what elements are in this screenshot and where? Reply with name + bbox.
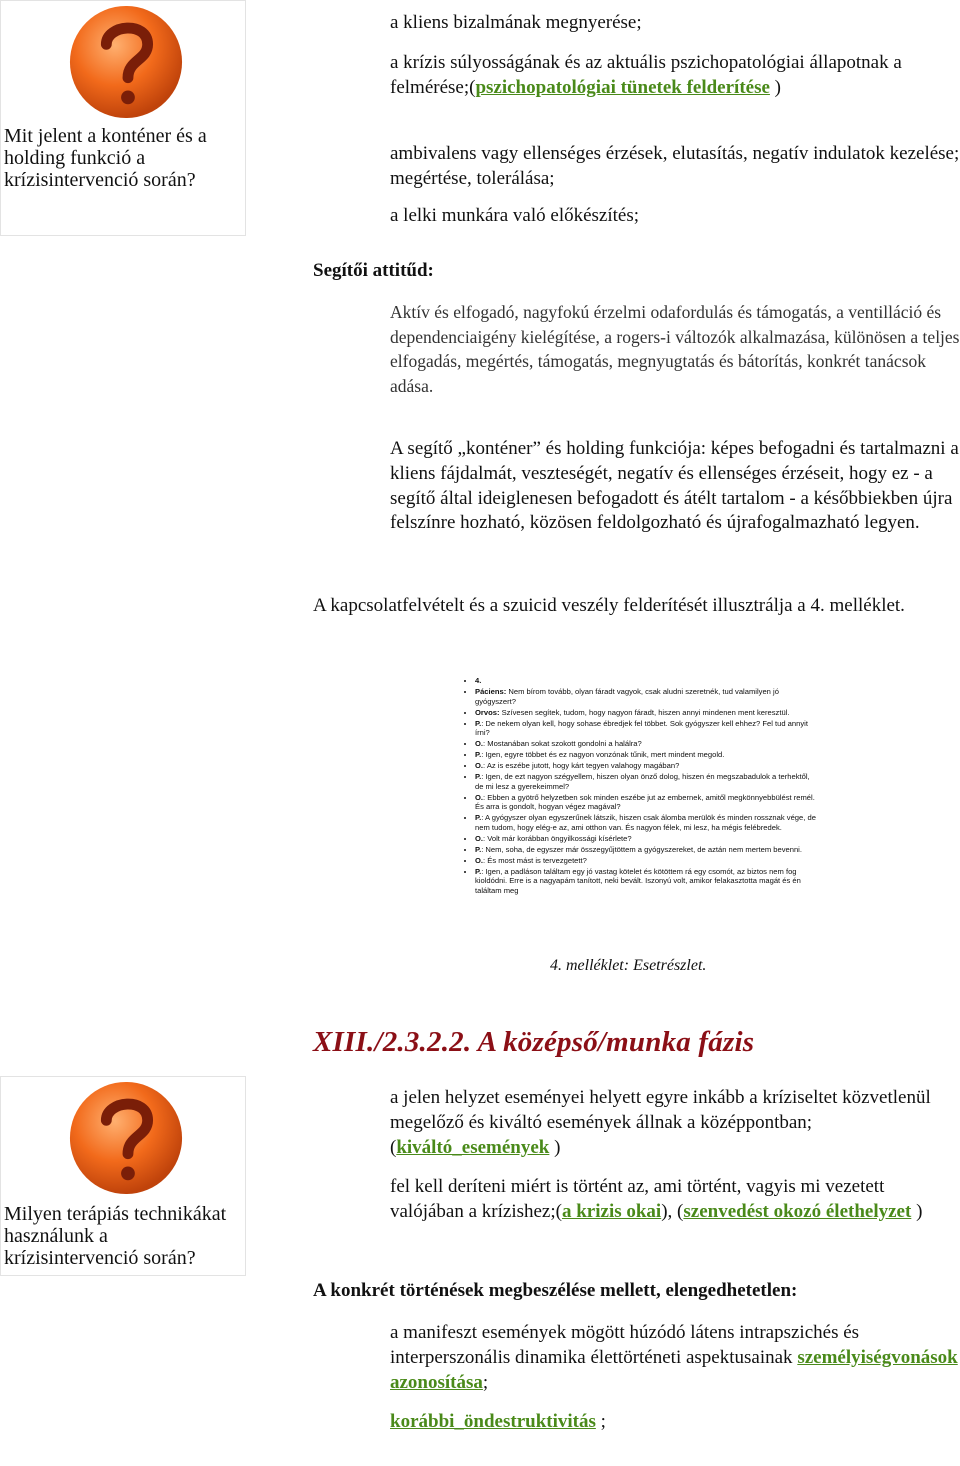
question-text: Milyen terápiás technikákat használunk a krízisintervenció során? bbox=[4, 1203, 227, 1269]
question-text: Mit jelent a konténer és a holding funkció a krízisintervenció során? bbox=[4, 125, 207, 191]
dialog-speaker: P. bbox=[475, 750, 482, 760]
section-p4-end: ; bbox=[595, 1411, 606, 1432]
dialog-text: : A gyógyszer olyan egyszerűnek látszik, hiszen csak álomba merülök és minden rossznak vége, de nem tudom, hogy elég-e az, ami otthon van. És nagyon félek, mi lesz, ha mégis felébredek. bbox=[475, 813, 816, 832]
attitud-p1: Aktív és elfogadó, nagyfokú érzelmi odafordulás és támogatás, a ventilláció és dependenciaigény kielégítése, a rogers-i változók alkalmazása, különösen a teljes elfogadás, megértés, támogatás, megnyugtatás és bátorítás, konkrét tanácsok adása. bbox=[390, 302, 960, 396]
dialog-speaker: Orvos: bbox=[475, 707, 500, 717]
krizis-felmeres-end: ) bbox=[769, 77, 781, 98]
section-p3-end: ; bbox=[482, 1372, 489, 1393]
dialog-speaker: P. bbox=[475, 718, 482, 728]
dialog-title: • 4. bbox=[475, 676, 820, 686]
section-p3-text: a manifeszt események mögött húzódó látens intrapszichés és interperszonális dinamika élettörténeti aspektusainak bbox=[390, 1322, 860, 1368]
dialog-speaker: O. bbox=[475, 739, 484, 749]
section-p2-mid: ), ( bbox=[661, 1201, 684, 1222]
dialog-text: : Igen, de ezt nagyon szégyellem, hiszen olyan önző dolog, hiszen én megszabadulok a terhektől, de mi lesz a gyerekeimmel? bbox=[475, 772, 810, 791]
segitoi-attitud-heading: Segítői attitűd: bbox=[313, 260, 434, 281]
section-p1-end: ) bbox=[549, 1137, 561, 1158]
dialog-line bbox=[475, 856, 820, 866]
dialog-line bbox=[475, 834, 820, 844]
dialog-text: : Mostanában sokat szokott gondolni a halálra? bbox=[483, 739, 642, 749]
dialog-line bbox=[475, 867, 820, 896]
kivalto-esemenyek-link[interactable]: kiváltó_események bbox=[396, 1137, 550, 1158]
szemelyisegvonasok-link[interactable]: személyiségvonások azonosítása bbox=[390, 1347, 958, 1393]
question-box-1 bbox=[0, 0, 246, 236]
dialog-text: Nem bírom tovább, olyan fáradt vagyok, csak aludni szeretnék, tud valamilyen jó gyógyszert? bbox=[475, 686, 779, 706]
krizis-okai-link[interactable]: a krizis okai bbox=[561, 1201, 662, 1222]
section-p2-text: fel kell deríteni miért is történt az, ami történt, vagyis mi vezetett valójában a krízishez;( bbox=[390, 1176, 885, 1222]
konkret-tortenesek-heading: A konkrét történések megbeszélése mellett, elengedhetetlen: bbox=[313, 1280, 798, 1301]
dialog-text: : Igen, a padláson találtam egy jó vastag kötelet és kötöttem rá egy csomót, az biztos nem fog kioldódni. Erre is a nagyapám tanított, neki bevált. Iszonyú volt, amikor felakasztotta magát és én találtam meg bbox=[475, 866, 801, 895]
krizis-felmeres-text: a krízis súlyosságának és az aktuális pszichopatológiai állapotnak a felmérése;( bbox=[390, 52, 902, 98]
attitud-p2: A segítő „konténer” és holding funkciója: képes befogadni és tartalmazni a kliens fájdalmát, veszteségét, negatív és ellenséges érzéseit, hogy ez - a segítő által ideiglenesen befogadott és átélt tartalom - a későbbiekben újra felszínre hozható, közösen feldolgozható és újrafogalmazható legyen. bbox=[390, 438, 959, 534]
ambivalens-erzesek: ambivalens vagy ellenséges érzések, elutasítás, negatív indulatok kezelése; megértése, tolerálása; bbox=[390, 143, 960, 189]
dialog-list bbox=[458, 676, 820, 896]
dialog-line bbox=[475, 793, 820, 812]
dialog-line bbox=[475, 750, 820, 760]
question-mark-icon bbox=[67, 1079, 185, 1197]
dialog-line bbox=[475, 708, 820, 718]
section-p2 bbox=[390, 1174, 960, 1224]
question-mark-icon bbox=[67, 3, 185, 121]
dialog-speaker: P. bbox=[475, 772, 482, 782]
attitud-p3: A kapcsolatfelvételt és a szuicid veszély felderítését illusztrálja a 4. melléklet. bbox=[313, 595, 905, 616]
dialog-text: : Az is eszébe jutott, hogy kárt tegyen valahogy magában? bbox=[483, 761, 680, 771]
esetreszlet-dialog bbox=[458, 676, 820, 897]
dialog-line bbox=[475, 845, 820, 855]
section-p3 bbox=[390, 1320, 960, 1395]
dialog-speaker: O. bbox=[475, 792, 484, 802]
section-p4 bbox=[390, 1409, 960, 1434]
section-p1-text: a jelen helyzet eseményei helyett egyre inkább a kríziseltet közvetlenül megelőző és kiváltó események állnak a középpontban; ( bbox=[390, 1087, 931, 1158]
dialog-text: : Volt már korábban öngyilkossági kísérlete? bbox=[483, 833, 632, 843]
dialog-text: : Ebben a gyötrő helyzetben sok minden eszébe jut az embernek, amitől megkönnyebbülést remél. És arra is gondolt, hogyan végez magával? bbox=[475, 792, 815, 812]
dialog-speaker: O. bbox=[475, 855, 484, 865]
dialog-line bbox=[475, 772, 820, 791]
dialog-line bbox=[475, 739, 820, 749]
dialog-speaker: P. bbox=[475, 813, 482, 823]
dialog-text: : És most mást is tervezgetett? bbox=[483, 855, 587, 865]
dialog-text: : De nekem olyan kell, hogy sohase ébredjek fel többet. Sok gyógyszer kell ehhez? Fel tud annyit írni? bbox=[475, 718, 808, 738]
dialog-line bbox=[475, 813, 820, 832]
szenvedest-okozo-link[interactable]: szenvedést okozó élethelyzet bbox=[683, 1201, 912, 1222]
melleklet-caption: 4. melléklet: Esetrészlet. bbox=[550, 957, 707, 974]
section-p2-end: ) bbox=[911, 1201, 923, 1222]
dialog-line bbox=[475, 761, 820, 771]
dialog-speaker: Páciens: bbox=[475, 686, 507, 696]
lelki-munka: a lelki munkára való előkészítés; bbox=[390, 205, 640, 226]
question-box-2 bbox=[0, 1076, 246, 1276]
section-title: XIII./2.3.2.2. A középső/munka fázis bbox=[313, 1026, 755, 1058]
dialog-text: : Igen, egyre többet és ez nagyon vonzónak tűnik, mert mindent megold. bbox=[481, 750, 725, 760]
krizis-felmeres bbox=[390, 50, 960, 100]
dialog-text: Szívesen segítek, tudom, hogy nagyon fáradt, hiszen annyi mindenen ment keresztül. bbox=[499, 707, 790, 717]
kliens-bizalom: a kliens bizalmának megnyerése; bbox=[390, 12, 642, 33]
korabbi-ondestruktivitas-link[interactable]: korábbi_öndestruktivitás bbox=[390, 1411, 596, 1432]
dialog-line bbox=[475, 687, 820, 706]
dialog-line bbox=[475, 719, 820, 738]
pszichopatologiai-tunetek-link[interactable]: pszichopatológiai tünetek felderítése bbox=[475, 77, 770, 98]
dialog-text: : Nem, soha, de egyszer már összegyűjtöttem a gyógyszereket, de aztán nem mertem bevenni. bbox=[481, 844, 802, 854]
dialog-speaker: O. bbox=[475, 833, 484, 843]
section-p1 bbox=[390, 1085, 960, 1160]
dialog-speaker: P. bbox=[475, 866, 482, 876]
dialog-speaker: P. bbox=[475, 844, 482, 854]
dialog-speaker: O. bbox=[475, 761, 484, 771]
